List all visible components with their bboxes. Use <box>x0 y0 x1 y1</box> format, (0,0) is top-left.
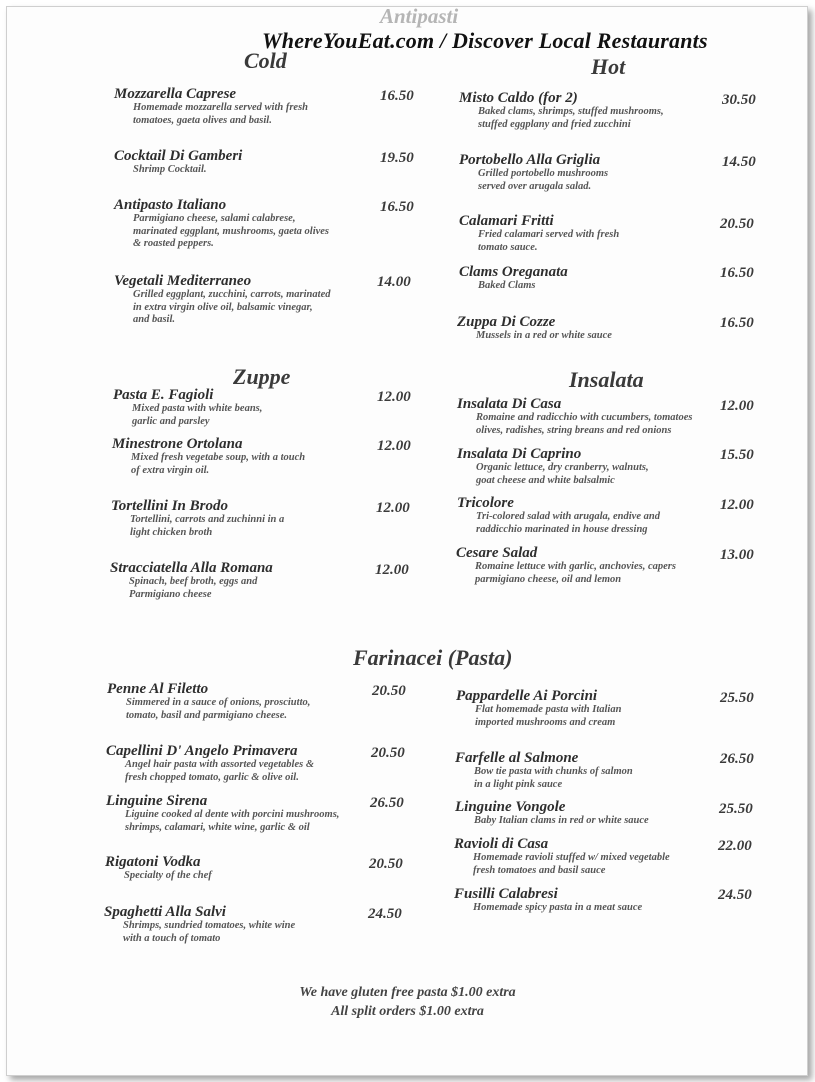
item-price: 12.00 <box>376 500 410 516</box>
item-name: Fusilli Calabresi <box>454 886 558 902</box>
item-name: Rigatoni Vodka <box>105 854 201 870</box>
item-name: Vegetali Mediterraneo <box>114 273 252 289</box>
item-description: Homemade mozzarella served with fresh tomatoes, gaeta olives and basil. <box>133 102 308 126</box>
item-price: 24.50 <box>368 906 402 922</box>
item-description: Grilled eggplant, zucchini, carrots, marinated in extra virgin olive oil, balsamic vinegar, and basil. <box>133 289 331 325</box>
item-description: Flat homemade pasta with Italian imported mushrooms and cream <box>475 704 622 728</box>
item-name: Minestrone Ortolana <box>112 436 243 452</box>
item-price: 16.50 <box>380 199 414 215</box>
item-description: Homemade spicy pasta in a meat sauce <box>473 902 643 913</box>
item-description: Shrimp Cocktail. <box>133 164 207 175</box>
item-name: Ravioli di Casa <box>454 836 549 852</box>
item-price: 25.50 <box>719 801 753 817</box>
item-name: Zuppa Di Cozze <box>457 314 556 330</box>
item-price: 14.50 <box>722 154 756 170</box>
item-description: Bow tie pasta with chunks of salmon in a light pink sauce <box>474 766 633 790</box>
item-price: 19.50 <box>380 150 414 166</box>
menu-item <box>457 396 717 437</box>
item-description: Romaine and radicchio with cucumbers, tomatoes olives, radishes, string breans and red onions <box>476 412 693 436</box>
item-name: Pasta E. Fagioli <box>113 387 214 403</box>
item-name: Portobello Alla Griglia <box>459 152 601 168</box>
item-name: Cesare Salad <box>456 545 538 561</box>
item-description: Grilled portobello mushrooms served over arugala salad. <box>478 168 609 192</box>
item-price: 16.50 <box>720 265 754 281</box>
heading-cold: Cold <box>244 48 287 73</box>
item-name: Linguine Sirena <box>106 793 208 809</box>
item-price: 20.50 <box>371 745 405 761</box>
footer-note-split: All split orders $1.00 extra <box>331 1004 484 1019</box>
item-name: Farfelle al Salmone <box>455 750 579 766</box>
item-description: Mixed fresh vegetabe soup, with a touch of extra virgin oil. <box>131 452 306 476</box>
item-description: Baked clams, shrimps, stuffed mushrooms, stuffed eggplany and fried zucchini <box>478 106 664 130</box>
item-description: Baked Clams <box>478 280 536 291</box>
item-price: 12.00 <box>375 562 409 578</box>
item-name: Antipasto Italiano <box>114 197 227 213</box>
item-price: 30.50 <box>722 92 756 108</box>
watermark: WhereYouEat.com / Discover Local Restaurants <box>262 28 708 53</box>
item-description: Mixed pasta with white beans, garlic and parsley <box>132 403 263 427</box>
item-description: Homemade ravioli stuffed w/ mixed vegetable fresh tomatoes and basil sauce <box>473 852 670 876</box>
item-name: Calamari Fritti <box>459 213 554 229</box>
item-price: 13.00 <box>720 547 754 563</box>
item-description: Tri-colored salad with arugala, endive and raddicchio marinated in house dressing <box>476 511 660 535</box>
item-name: Clams Oreganata <box>459 264 568 280</box>
item-price: 16.50 <box>720 315 754 331</box>
item-description: Simmered in a sauce of onions, prosciutto, tomato, basil and parmigiano cheese. <box>126 697 311 721</box>
item-name: Pappardelle Ai Porcini <box>456 688 598 704</box>
item-price: 14.00 <box>377 274 411 290</box>
item-name: Capellini D' Angelo Primavera <box>106 743 298 759</box>
item-price: 20.50 <box>372 683 406 699</box>
item-price: 12.00 <box>720 398 754 414</box>
item-price: 25.50 <box>720 690 754 706</box>
item-description: Shrimps, sundried tomatoes, white wine with a touch of tomato <box>123 920 296 944</box>
item-name: Linguine Vongole <box>455 799 566 815</box>
item-description: Baby Italian clams in red or white sauce <box>474 815 649 826</box>
item-price: 22.00 <box>718 838 752 854</box>
item-description: Spinach, beef broth, eggs and Parmigiano cheese <box>129 576 258 600</box>
heading-insalata: Insalata <box>569 367 644 392</box>
footer-note-gluten: We have gluten free pasta $1.00 extra <box>299 985 516 1000</box>
item-name: Stracciatella Alla Romana <box>110 560 273 576</box>
item-name: Insalata Di Casa <box>457 396 562 412</box>
item-name: Tortellini In Brodo <box>111 498 228 514</box>
item-price: 12.00 <box>377 438 411 454</box>
item-price: 12.00 <box>377 389 411 405</box>
item-description: Mussels in a red or white sauce <box>476 330 612 341</box>
heading-hot: Hot <box>591 54 626 79</box>
item-name: Spaghetti Alla Salvi <box>104 904 226 920</box>
item-price: 16.50 <box>380 88 414 104</box>
item-description: Romaine lettuce with garlic, anchovies, capers parmigiano cheese, oil and lemon <box>475 561 676 585</box>
item-price: 20.50 <box>369 856 403 872</box>
item-price: 26.50 <box>370 795 404 811</box>
item-description: Organic lettuce, dry cranberry, walnuts, goat cheese and white balsalmic <box>476 462 649 486</box>
item-description: Specialty of the chef <box>124 870 212 881</box>
item-description: Angel hair pasta with assorted vegetables & fresh chopped tomato, garlic & olive oil. <box>125 759 315 783</box>
item-name: Misto Caldo (for 2) <box>459 90 578 106</box>
item-name: Insalata Di Caprino <box>457 446 582 462</box>
heading-farinacei: Farinacei (Pasta) <box>353 645 513 670</box>
item-name: Cocktail Di Gamberi <box>114 148 243 164</box>
item-price: 26.50 <box>720 751 754 767</box>
item-price: 24.50 <box>718 887 752 903</box>
item-price: 15.50 <box>720 447 754 463</box>
item-description: Tortellini, carrots and zuchinni in a light chicken broth <box>130 514 285 538</box>
item-description: Fried calamari served with fresh tomato sauce. <box>478 229 620 253</box>
heading-zuppe: Zuppe <box>233 364 291 389</box>
section-title-antipasti: Antipasti <box>380 4 459 28</box>
item-name: Penne Al Filetto <box>107 681 209 697</box>
item-price: 20.50 <box>720 216 754 232</box>
item-description: Parmigiano cheese, salami calabrese, marinated eggplant, mushrooms, gaeta olives & roasted peppers. <box>133 213 330 249</box>
item-price: 12.00 <box>720 497 754 513</box>
item-description: Liguine cooked al dente with porcini mushrooms, shrimps, calamari, white wine, garlic & oil <box>125 809 340 833</box>
item-name: Mozzarella Caprese <box>114 86 237 102</box>
item-name: Tricolore <box>457 495 514 511</box>
